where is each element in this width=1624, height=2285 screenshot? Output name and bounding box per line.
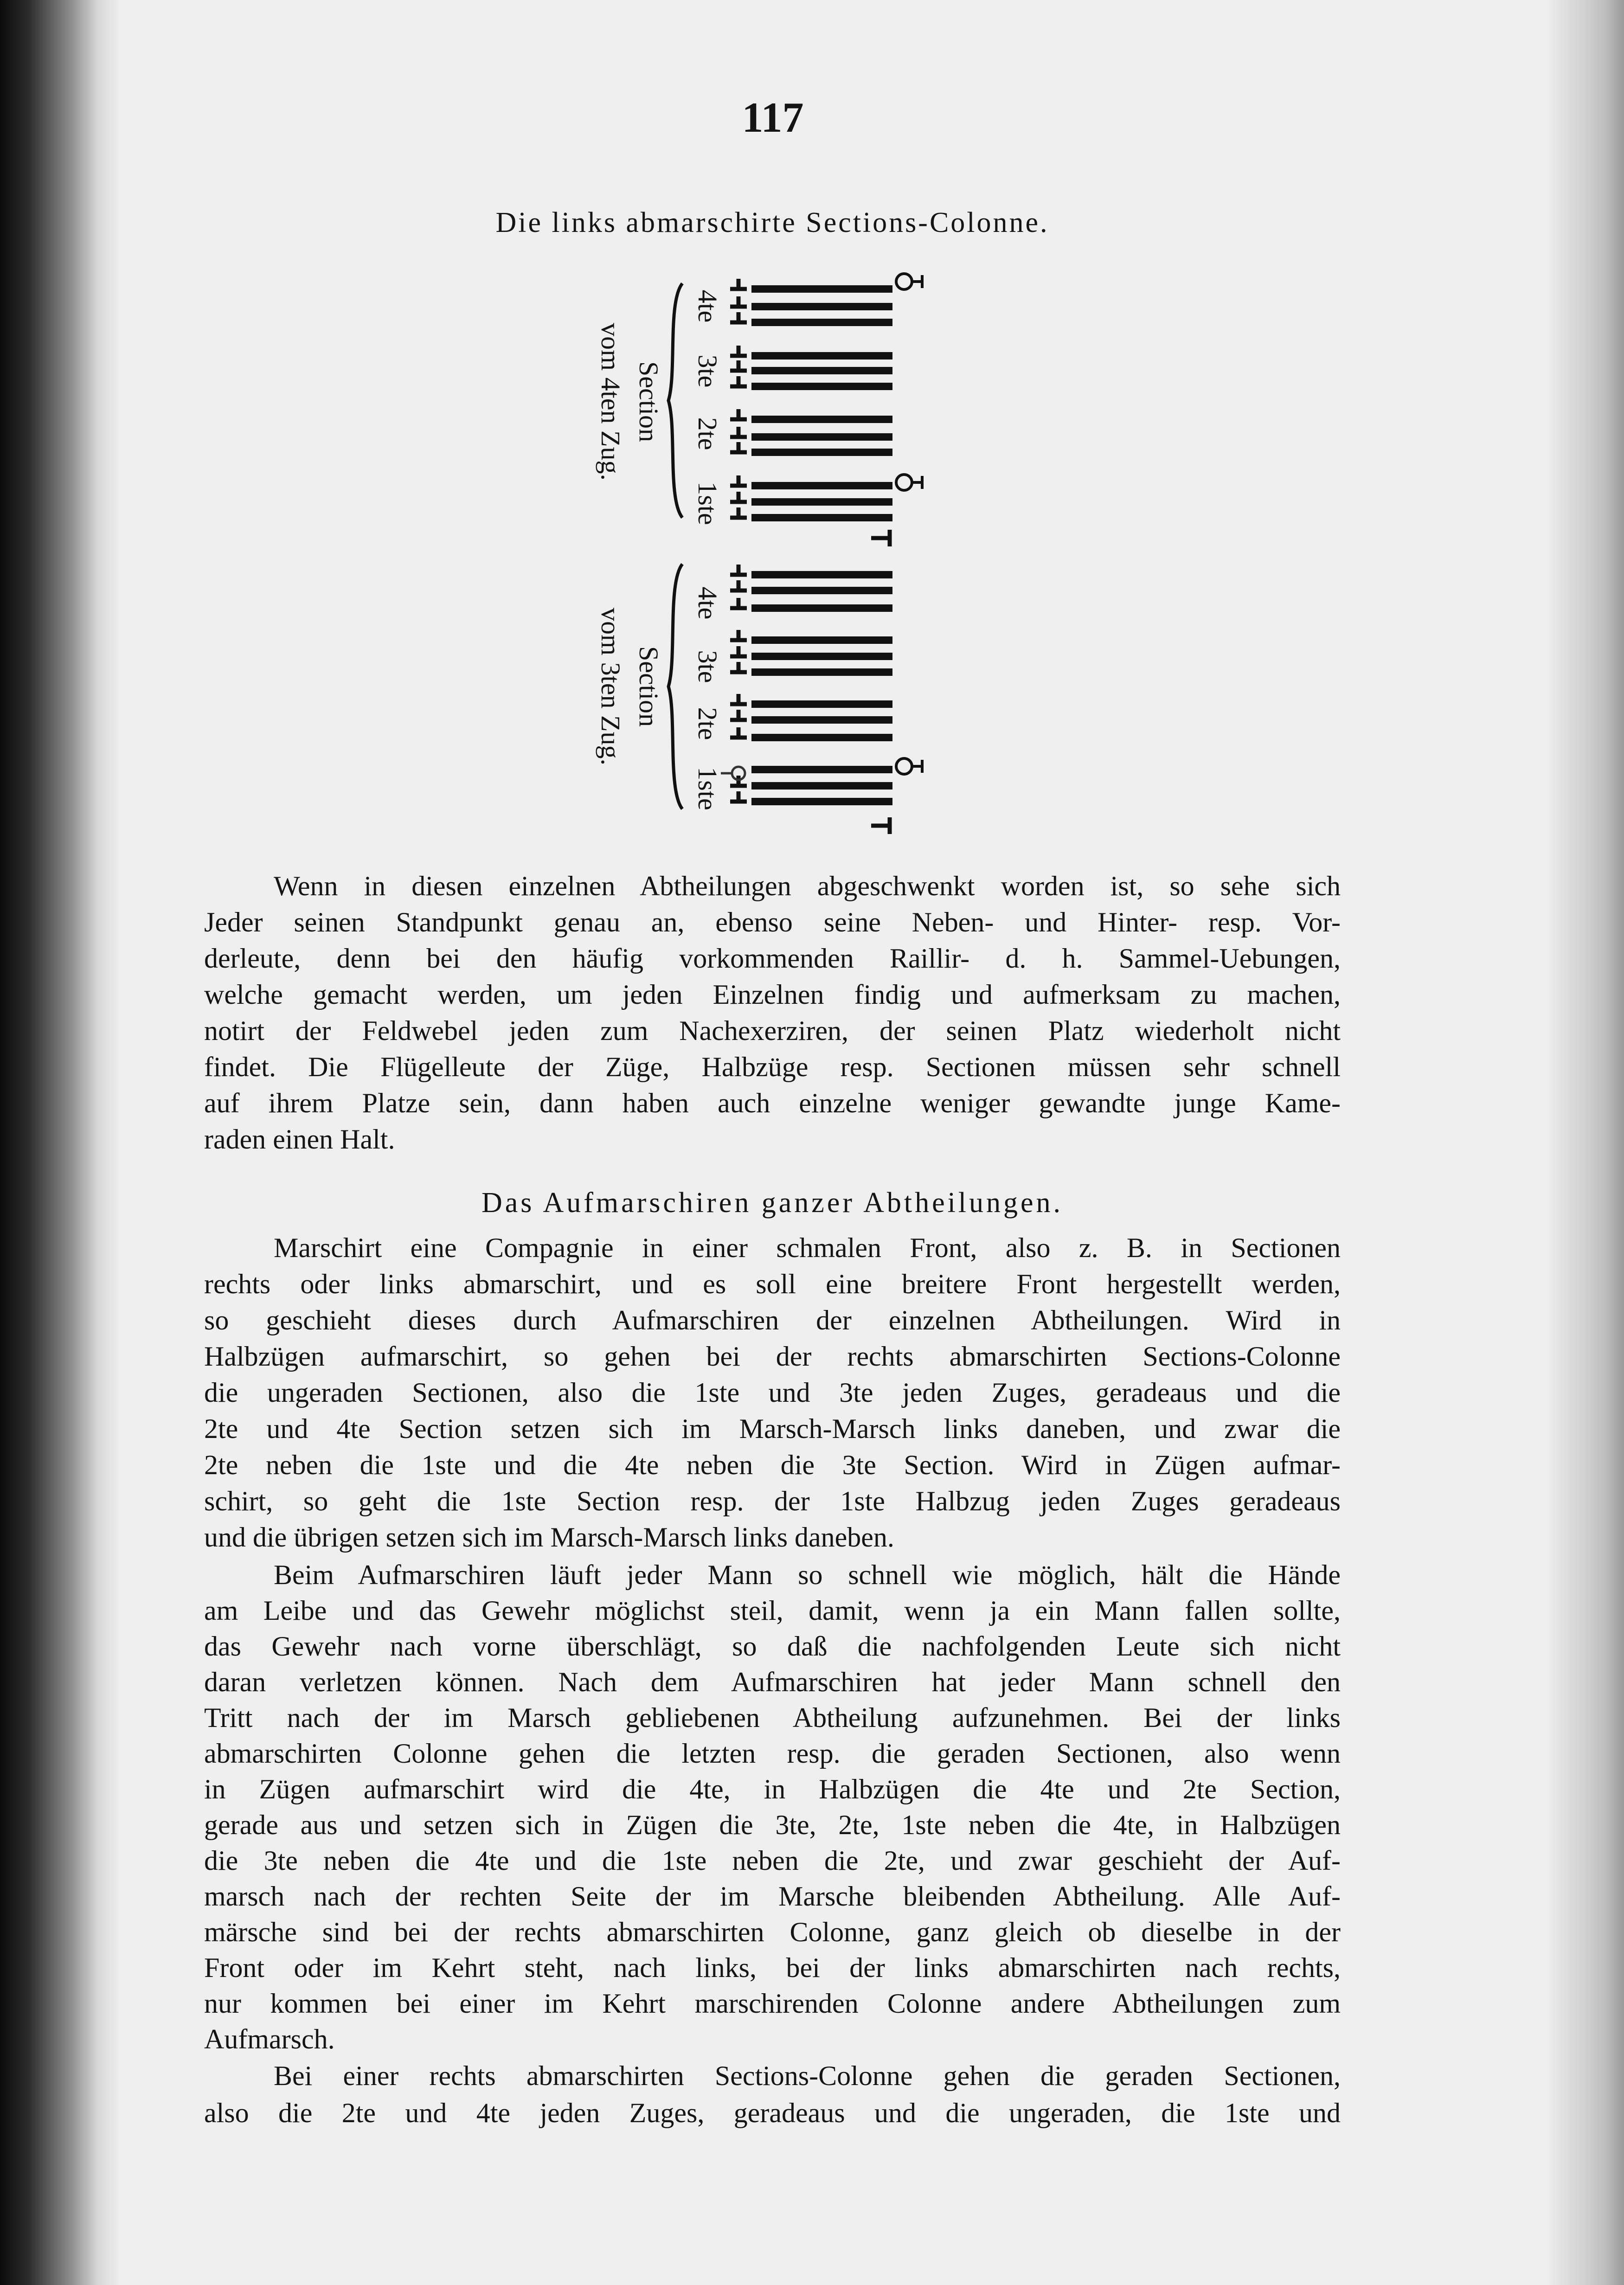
rank-line	[751, 367, 892, 374]
soldier-mark-icon	[730, 475, 747, 486]
soldier-mark-icon	[730, 598, 747, 608]
text-line: 2te neben die 1ste und die 4te neben die 3te Section. Wird in Zügen aufmar-	[204, 1450, 1341, 1480]
text-line: Aufmarsch.	[204, 2024, 335, 2054]
text-line: und die übrigen setzen sich im Marsch-Marsch links daneben.	[204, 1522, 894, 1553]
soldier-mark-icon	[730, 296, 747, 307]
rank-line	[751, 766, 892, 773]
text-line: die 3te neben die 4te und die 1ste neben die 2te, und zwar geschieht der Auf-	[204, 1845, 1341, 1876]
text-line: derleute, denn bei den häufig vorkommenden Raillir- d. h. Sammel-Uebungen,	[204, 943, 1341, 974]
soldier-mark-icon	[730, 492, 747, 502]
section-number-label: 4te	[693, 289, 723, 323]
diagram-title: Die links abmarschirte Sections-Colonne.	[495, 207, 1049, 238]
soldier-mark-icon	[730, 360, 747, 371]
rank-line	[751, 285, 892, 293]
soldier-mark-icon	[730, 507, 747, 518]
page-edge-shadow	[1545, 0, 1624, 2285]
section-number-label: 1ste	[693, 767, 723, 810]
rank-line	[751, 449, 892, 456]
officer-symbol-icon	[912, 760, 922, 773]
rank-line	[751, 587, 892, 594]
soldier-mark-icon	[730, 710, 747, 720]
text-line: Wenn in diesen einzelnen Abtheilungen abgeschwenkt worden ist, so sehe sich	[274, 871, 1341, 901]
text-line: auf ihrem Platze sein, dann haben auch einzelne weniger gewandte junge Kame-	[204, 1088, 1341, 1118]
text-line: abmarschirten Colonne gehen die letzten resp. die geraden Sectionen, also wenn	[204, 1738, 1341, 1769]
text-line: 2te und 4te Section setzen sich im Marsch-Marsch links daneben, und zwar die	[204, 1413, 1341, 1444]
curly-brace-icon	[668, 283, 682, 518]
text-line: marsch nach der rechten Seite der im Marsche bleibenden Abtheilung. Alle Auf-	[204, 1881, 1341, 1912]
officer-symbol-icon	[896, 758, 912, 774]
rank-line	[751, 482, 892, 489]
rank-line	[751, 700, 892, 708]
officer-symbol-icon	[912, 476, 922, 489]
rank-line	[751, 319, 892, 326]
soldier-mark-icon	[730, 312, 747, 322]
text-line: schirt, so geht die 1ste Section resp. der 1ste Halbzug jeden Zuges geradeaus	[204, 1486, 1341, 1516]
small-circle-icon	[732, 767, 745, 780]
text-line: rechts oder links abmarschirt, und es soll eine breitere Front hergestellt werden,	[204, 1269, 1341, 1299]
rank-line	[751, 571, 892, 578]
soldier-mark-icon	[730, 727, 747, 738]
rank-line	[751, 498, 892, 506]
text-line: in Zügen aufmarschirt wird die 4te, in Halbzügen die 4te und 2te Section,	[204, 1774, 1341, 1804]
section-number-label: 4te	[693, 586, 723, 620]
rear-soldier-mark-icon	[871, 530, 890, 546]
rank-line	[751, 433, 892, 441]
officer-symbol-icon	[896, 274, 912, 289]
soldier-mark-icon	[730, 376, 747, 386]
soldier-mark-icon	[730, 791, 747, 802]
text-line: Bei einer rechts abmarschirten Sections-Colonne gehen die geraden Sectionen,	[274, 2060, 1341, 2091]
rank-line	[751, 653, 892, 660]
section-number-label: 1ste	[693, 481, 723, 525]
soldier-mark-icon	[730, 694, 747, 704]
text-line: Tritt nach der im Marsch gebliebenen Abtheilung aufzunehmen. Bei der links	[204, 1702, 1341, 1733]
rank-line	[751, 716, 892, 724]
rank-line	[751, 383, 892, 390]
soldier-mark-icon	[730, 662, 747, 672]
text-line: märsche sind bei der rechts abmarschirten Colonne, ganz gleich ob dieselbe in der	[204, 1917, 1341, 1947]
section-number-label: 2te	[693, 707, 723, 740]
soldier-mark-icon	[730, 630, 747, 640]
soldier-mark-icon	[730, 442, 747, 452]
curly-brace-icon	[668, 564, 682, 809]
text-line: raden einen Halt.	[204, 1124, 395, 1155]
rank-line	[751, 734, 892, 741]
zug-label: vom 4ten Zug.	[596, 323, 626, 481]
text-line: nur kommen bei einer im Kehrt marschirenden Colonne andere Abtheilungen zum	[204, 1988, 1341, 2019]
section-label: Section	[634, 361, 664, 442]
zug-label: vom 3ten Zug.	[596, 608, 626, 765]
soldier-mark-icon	[730, 279, 747, 289]
text-line: so geschieht dieses durch Aufmarschiren der einzelnen Abtheilungen. Wird in	[204, 1305, 1341, 1335]
soldier-mark-icon	[730, 776, 747, 786]
rank-line	[751, 668, 892, 676]
text-line: Beim Aufmarschiren läuft jeder Mann so schnell wie möglich, hält die Hände	[274, 1560, 1341, 1590]
rank-line	[751, 352, 892, 359]
text-line: notirt der Feldwebel jeden zum Nachexerziren, der seinen Platz wiederholt nicht	[204, 1015, 1341, 1046]
text-line: die ungeraden Sectionen, also die 1ste und 3te jeden Zuges, geradeaus und die	[204, 1377, 1341, 1408]
soldier-mark-icon	[730, 346, 747, 356]
rank-line	[751, 782, 892, 789]
text-line: daran verletzen können. Nach dem Aufmarschiren hat jeder Mann schnell den	[204, 1667, 1341, 1697]
officer-symbol-icon	[896, 475, 912, 490]
text-line: gerade aus und setzen sich in Zügen die 3te, 2te, 1ste neben die 4te, in Halbzügen	[204, 1810, 1341, 1840]
section-label: Section	[634, 646, 664, 727]
section-heading: Das Aufmarschiren ganzer Abtheilungen.	[481, 1187, 1064, 1219]
page-number: 117	[742, 94, 804, 141]
book-spine-shadow	[0, 0, 121, 2285]
rank-line	[751, 636, 892, 644]
text-line: also die 2te und 4te jeden Zuges, geradeaus und die ungeraden, die 1ste und	[204, 2098, 1341, 2128]
text-line: welche gemacht werden, um jeden Einzelnen findig und aufmerksam zu machen,	[204, 979, 1341, 1010]
text-line: Front oder im Kehrt steht, nach links, bei der links abmarschirten nach rechts,	[204, 1952, 1341, 1983]
text-line: findet. Die Flügelleute der Züge, Halbzüge resp. Sectionen müssen sehr schnell	[204, 1052, 1341, 1082]
text-line: Marschirt eine Compagnie in einer schmalen Front, also z. B. in Sectionen	[274, 1232, 1341, 1263]
section-number-label: 3te	[693, 354, 723, 388]
rank-line	[751, 798, 892, 805]
soldier-mark-icon	[730, 427, 747, 437]
text-line: Halbzügen aufmarschirt, so gehen bei der rechts abmarschirten Sections-Colonne	[204, 1341, 1341, 1372]
rank-line	[751, 514, 892, 521]
rank-line	[751, 416, 892, 423]
soldier-mark-icon	[730, 565, 747, 575]
rank-line	[751, 303, 892, 310]
soldier-mark-icon	[730, 580, 747, 591]
section-number-label: 3te	[693, 650, 723, 683]
section-number-label: 2te	[693, 417, 723, 450]
officer-symbol-icon	[912, 275, 922, 288]
text-line: am Leibe und das Gewehr möglichst steil, damit, wenn ja ein Mann fallen sollte,	[204, 1595, 1341, 1626]
soldier-mark-icon	[730, 646, 747, 656]
text-line: das Gewehr nach vorne überschlägt, so daß die nachfolgenden Leute sich nicht	[204, 1631, 1341, 1662]
rank-line	[751, 604, 892, 612]
rear-soldier-mark-icon	[871, 817, 890, 834]
text-line: Jeder seinen Standpunkt genau an, ebenso seine Neben- und Hinter- resp. Vor-	[204, 907, 1341, 937]
soldier-mark-icon	[730, 409, 747, 419]
